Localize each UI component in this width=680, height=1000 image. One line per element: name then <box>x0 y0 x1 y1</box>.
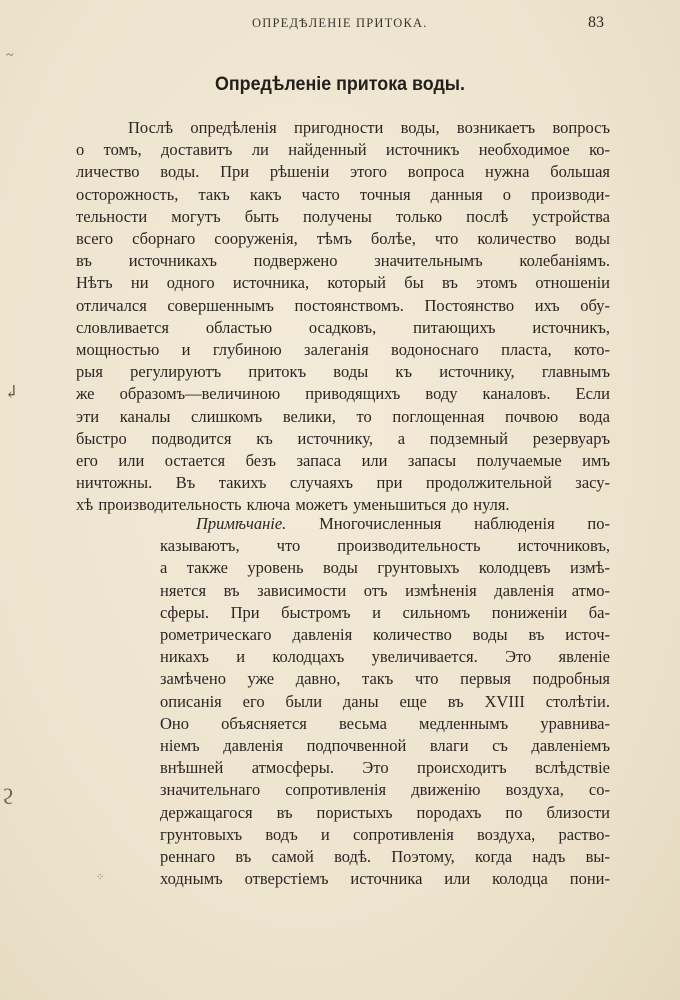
note-line: замѣчено уже давно, такъ что первыя подробныя <box>160 669 610 689</box>
note-line: няется въ зависимости отъ измѣненія давленія атмо- <box>160 580 610 600</box>
note-line: грунтовыхъ водъ и сопротивленія воздуха, раство- <box>160 824 610 844</box>
text-line: Нѣтъ ни одного источника, который бы въ этомъ отношеніи <box>76 273 610 293</box>
text-line: его или остается безъ запаса или запасы получаемые имъ <box>76 451 610 470</box>
margin-mark: ~ <box>6 48 14 63</box>
page-number: 83 <box>588 14 604 31</box>
note-line: а также уровень воды грунтовыхъ колодцевъ измѣ- <box>160 558 610 578</box>
note-line: сферы. При быстромъ и сильномъ пониженіи ба- <box>160 602 610 622</box>
text-line: эти каналы слишкомъ велики, то поглощенная почвою вода <box>76 406 610 426</box>
text-line: Послѣ опредѣленія пригодности воды, возникаетъ вопросъ <box>128 118 610 137</box>
text-line: въ источникахъ подвержено значительнымъ колебаніямъ. <box>76 251 610 271</box>
note-line: Оно объясняется весьма медленнымъ уравнива- <box>160 713 610 733</box>
text-line: осторожность, такъ какъ часто точныя данныя о производи- <box>76 184 610 204</box>
text-line: ничтожны. Въ такихъ случаяхъ при продолжительной засу- <box>76 473 610 493</box>
margin-mark: ⁘ <box>96 872 105 883</box>
running-head <box>0 14 680 36</box>
note-line: казываютъ, что производительность источниковъ, <box>160 536 610 556</box>
text-line: личество воды. При рѣшеніи этого вопроса нужна большая <box>76 162 610 182</box>
text-line: всего сборнаго сооруженія, тѣмъ болѣе, что количество воды <box>76 229 610 248</box>
note-line: реннаго въ самой водѣ. Поэтому, когда надъ вы- <box>160 847 610 866</box>
margin-mark: ↲ <box>4 382 20 402</box>
text-line: рыя регулируютъ притокъ воды къ источнику, главнымъ <box>76 362 610 382</box>
text-line: словливается областью осадковъ, питающихъ источникъ, <box>76 317 610 337</box>
note-line: держащагося въ пористыхъ породахъ по близости <box>160 802 610 822</box>
text-line: быстро подводится къ источнику, а подземный резервуаръ <box>76 428 610 448</box>
note-line: никахъ и колодцахъ увеличивается. Это явленіе <box>160 647 610 667</box>
note-first-line-text: Многочисленныя наблюденія по- <box>319 514 611 533</box>
running-title: ОПРЕДѢЛЕНІЕ ПРИТОКА. <box>252 16 428 30</box>
note-line: ходнымъ отверстіемъ источника или колодца пони- <box>160 869 610 889</box>
note-first-line <box>196 513 610 535</box>
text-line: тельности могутъ быть получены только послѣ устройства <box>76 206 610 226</box>
note-line: ніемъ давленія подпочвенной влаги съ давленіемъ <box>160 736 610 755</box>
note-line: рометрическаго давленія количество воды въ источ- <box>160 625 610 644</box>
note-line: внѣшней атмосферы. Это происходитъ вслѣдствіе <box>160 758 610 778</box>
text-line: о томъ, доставитъ ли найденный источникъ необходимое ко- <box>76 140 610 160</box>
note-line: описанія его были даны еще въ XVIII столѣтіи. <box>160 691 610 711</box>
note-line: значительнаго сопротивленія движенію воздуха, со- <box>160 780 610 800</box>
note-label: Примѣчаніе. <box>196 514 287 533</box>
margin-mark: ϩ <box>2 784 14 809</box>
section-title: Опредѣленіе притока воды. <box>214 74 466 95</box>
text-line: хѣ производительность ключа можетъ уменьшиться до нуля. <box>76 495 510 515</box>
text-line: отличался совершеннымъ постоянствомъ. Постоянство ихъ обу- <box>76 295 610 315</box>
text-line: мощностью и глубиною залеганія водоноснаго пласта, кото- <box>76 340 610 359</box>
text-line: же образомъ—величиною приводящихъ воду каналовъ. Если <box>76 384 610 404</box>
